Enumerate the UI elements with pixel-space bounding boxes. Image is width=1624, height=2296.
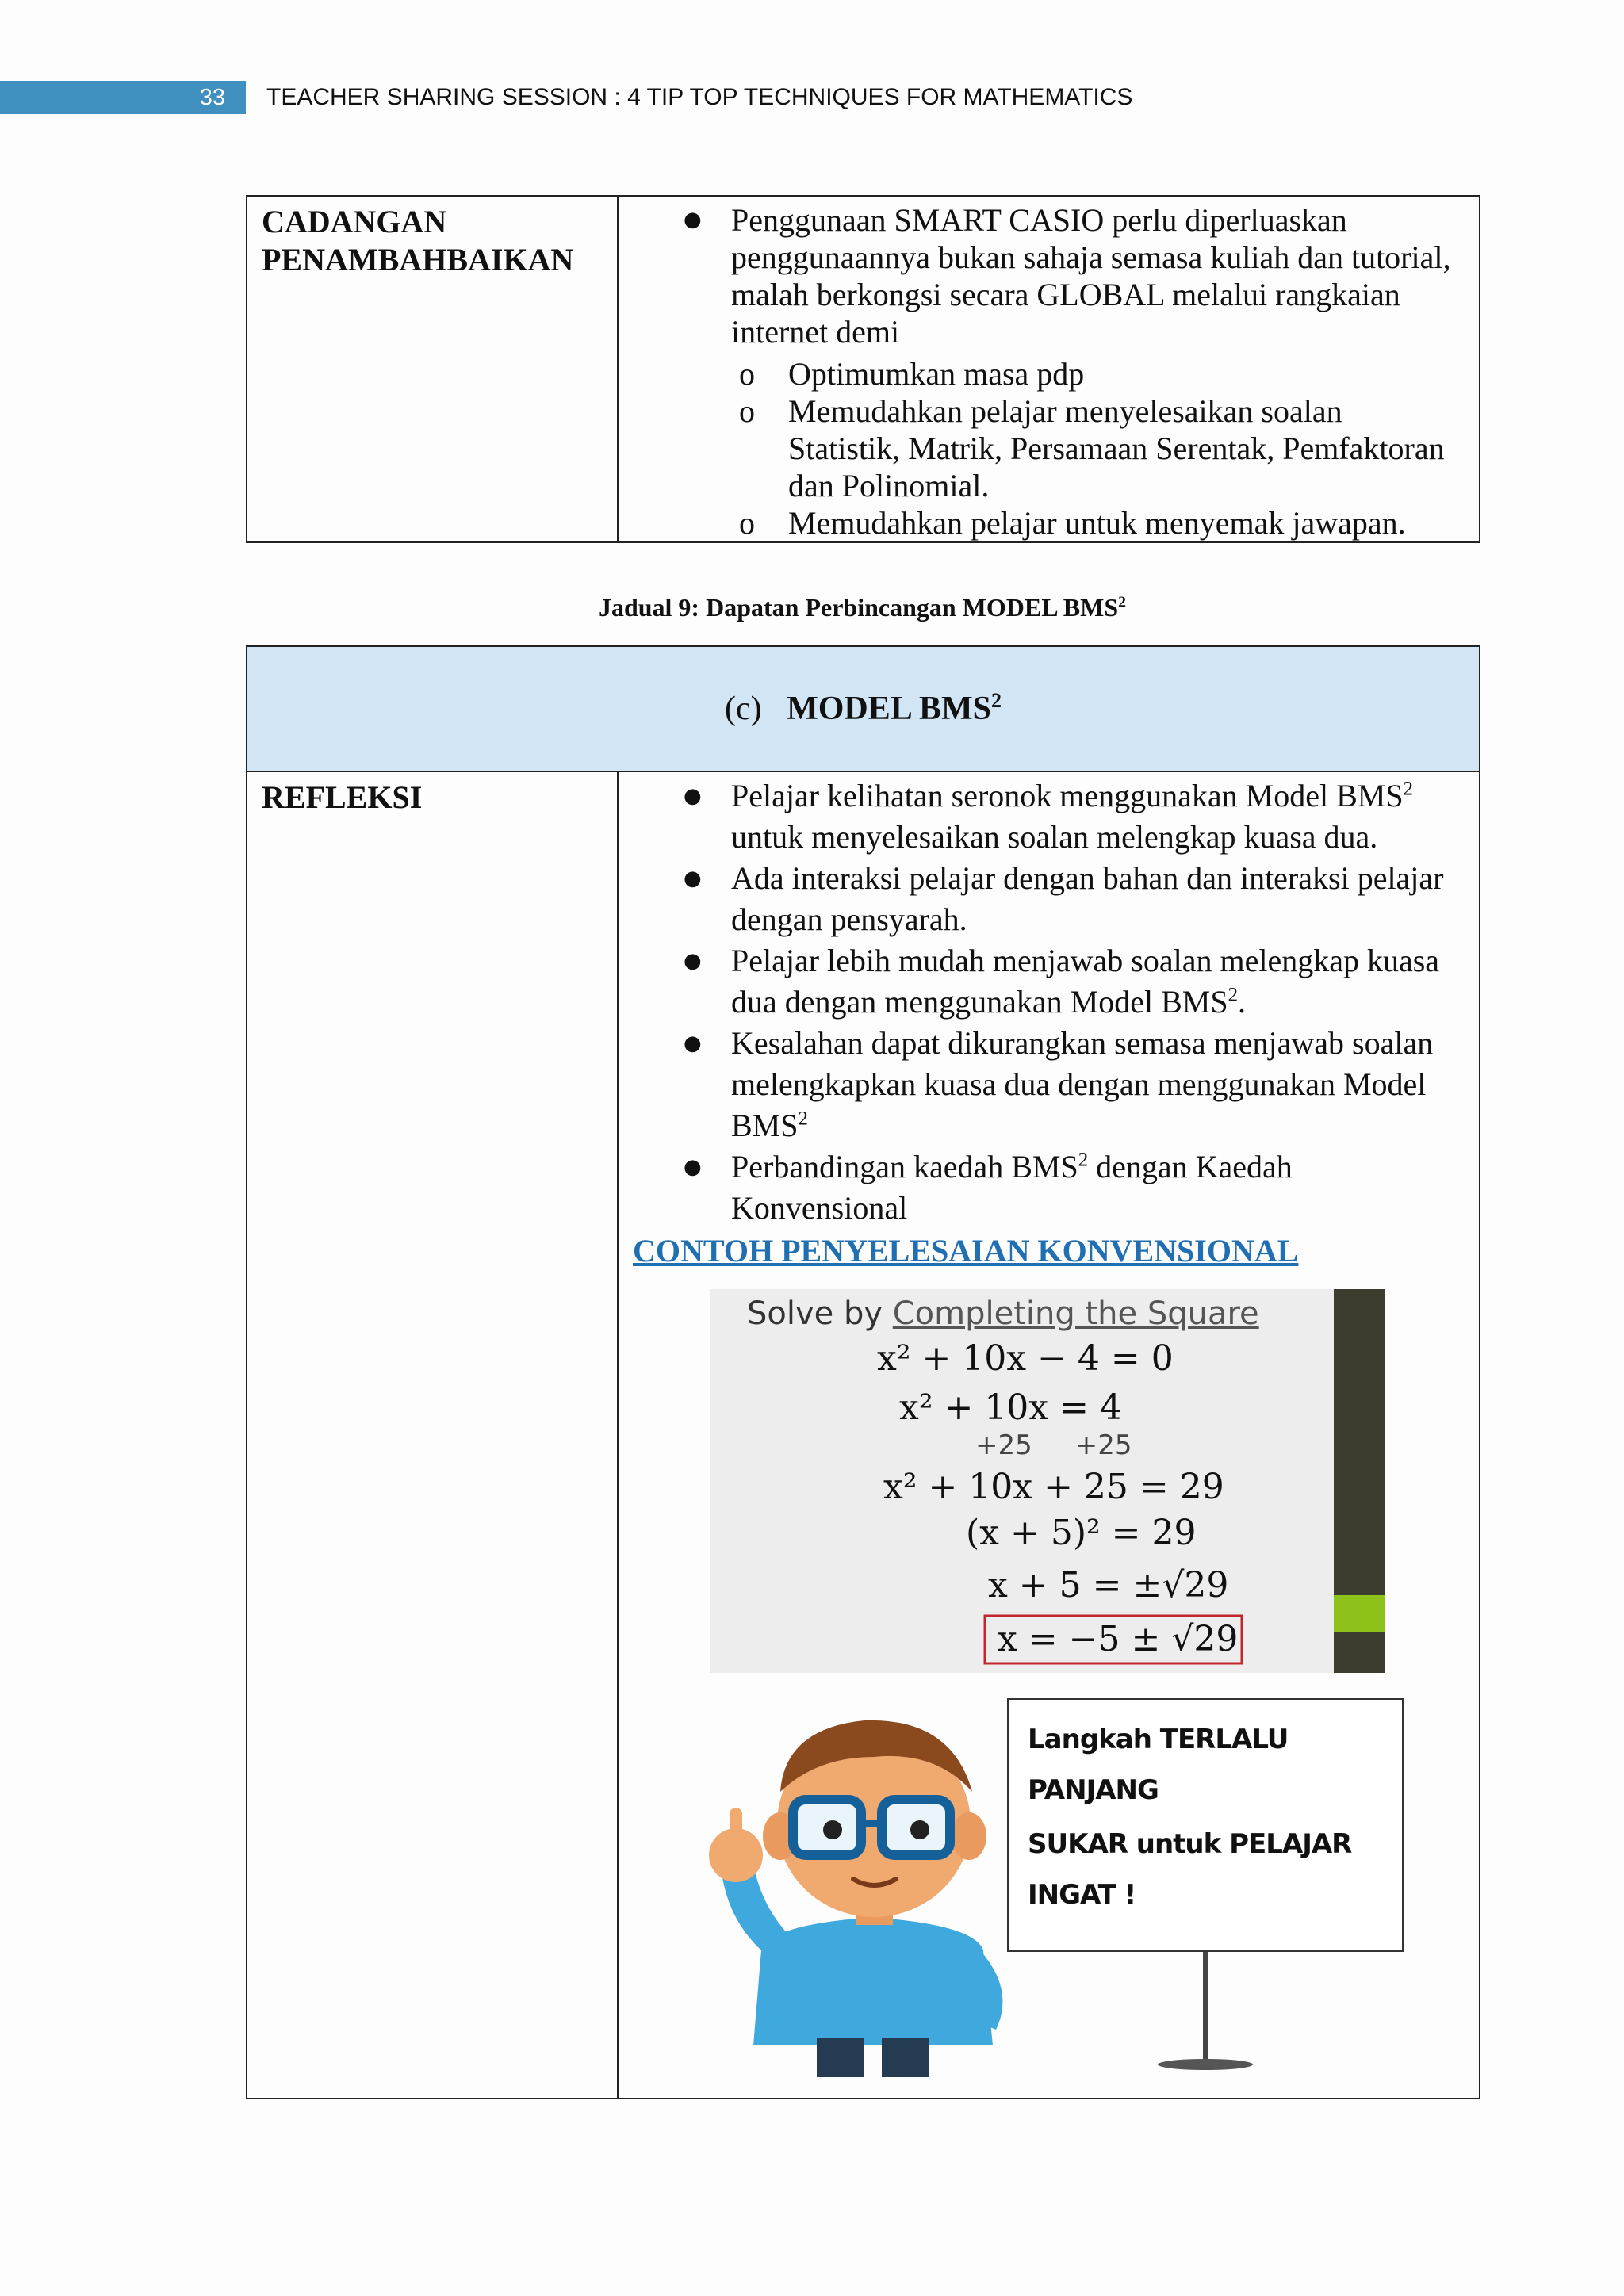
solve-title-prefix: Solve by — [747, 1295, 893, 1332]
refleksi-bullet: ● Kesalahan dapat dikurangkan semasa menjawab soalan melengkapkan kuasa dua dengan menggunakan Model BMS$^2$ — [619, 1023, 1479, 1146]
solve-line-5: (x + 5)² = 29 — [966, 1513, 1197, 1553]
board-line-2: PANJANG — [1028, 1774, 1159, 1806]
refleksi-bullet: ● Pelajar lebih mudah menjawab soalan melengkap kuasa dua dengan menggunakan Model BMS$^2$. — [619, 940, 1479, 1023]
refleksi-bullet: ● Ada interaksi pelajar dengan bahan dan interaksi pelajar dengan pensyarah. — [619, 858, 1479, 940]
cadangan-sub-item: o Memudahkan pelajar menyelesaikan soalan Statistik, Matrik, Persamaan Serentak, Pemfaktoran dan Polinomial. — [619, 392, 1466, 504]
cadangan-table — [246, 195, 1480, 543]
solve-line-6: x + 5 = ±√29 — [988, 1565, 1229, 1605]
refleksi-bullet: ● Pelajar kelihatan seronok menggunakan Model BMS$^2$ untuk menyelesaikan soalan melengkap kuasa dua. — [619, 775, 1479, 858]
board-line-4: INGAT ! — [1028, 1879, 1136, 1911]
solve-title-link: Completing the Square — [892, 1295, 1259, 1332]
heading-sup: 2 — [991, 689, 1002, 712]
refleksi-bullet: ● Perbandingan kaedah BMS$^2$ dengan Kaedah Konvensional — [619, 1146, 1479, 1229]
completing-square-image — [710, 1289, 1385, 1673]
refleksi-label-cell — [247, 771, 618, 2099]
page-number: 33 — [199, 85, 225, 110]
heading-title: MODEL BMS — [787, 691, 991, 727]
solve-line-1: x² + 10x − 4 = 0 — [877, 1338, 1174, 1379]
cadangan-content-cell — [618, 196, 1480, 542]
solve-line-3: +25 +25 — [975, 1429, 1132, 1461]
speech-board — [1007, 1698, 1404, 1952]
cadangan-sub-item: o Optimumkan masa pdp — [619, 355, 1466, 392]
cadangan-label-line2: PENAMBAHBAIKAN — [262, 242, 574, 277]
page-number-bar — [0, 81, 246, 114]
caption-text: Jadual 9: Dapatan Perbincangan MODEL BMS — [598, 593, 1119, 622]
solve-line-4: x² + 10x + 25 = 29 — [883, 1467, 1224, 1507]
example-heading: CONTOH PENYELESAIAN KONVENSIONAL — [633, 1233, 1299, 1269]
cadangan-bullet — [619, 201, 1479, 541]
solve-line-2: x² + 10x = 4 — [899, 1387, 1122, 1428]
refleksi-label: REFLEKSI — [262, 779, 423, 815]
caption-sup: 2 — [1118, 593, 1127, 611]
board-line-1: Langkah TERLALU — [1028, 1724, 1289, 1755]
board-line-3: SUKAR untuk PELAJAR — [1028, 1828, 1352, 1860]
solve-line-7: x = −5 ± √29 — [998, 1619, 1239, 1659]
model-bms-heading-cell — [247, 646, 1480, 771]
cadangan-sub-item: o Memudahkan pelajar untuk menyemak jawapan. — [619, 504, 1466, 541]
cadangan-label-cell — [247, 196, 618, 542]
cadangan-bullet-text: Penggunaan SMART CASIO perlu diperluaskan penggunaannya bukan sahaja semasa kuliah dan tutorial, malah berkongsi secara GLOBAL melalui rangkaian internet demi — [731, 202, 1451, 350]
table-caption — [246, 593, 1479, 622]
running-header-title: TEACHER SHARING SESSION : 4 TIP TOP TECHNIQUES FOR MATHEMATICS — [266, 84, 1133, 110]
heading-prefix: (c) — [725, 691, 762, 727]
cadangan-label-line1: CADANGAN — [262, 204, 447, 239]
svg-text:Solve by Completing the Square — [747, 1295, 1259, 1332]
